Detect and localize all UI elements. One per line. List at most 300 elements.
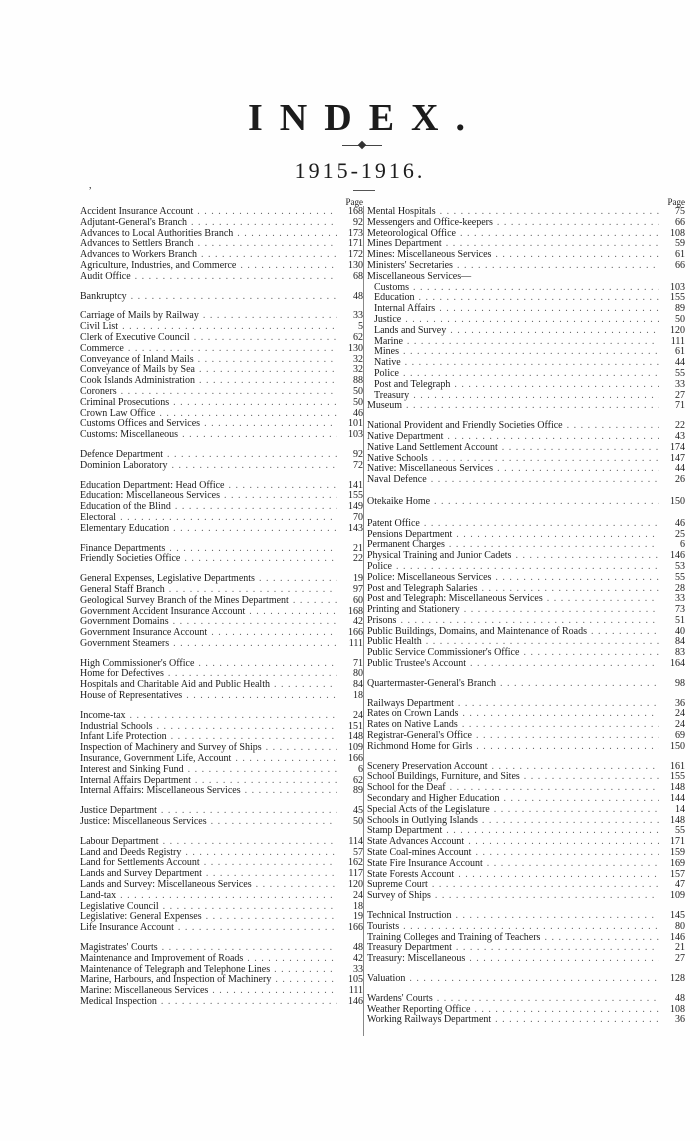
entry-title: Secondary and Higher Education xyxy=(367,793,500,805)
entry-page-number: 83 xyxy=(675,647,685,659)
entry-page-number: 46 xyxy=(675,517,685,529)
dot-leader xyxy=(399,922,659,933)
dot-leader xyxy=(427,475,659,486)
dot-leader xyxy=(157,997,337,1008)
entry-page-number: 36 xyxy=(675,1014,685,1026)
entry-title: Government Insurance Account xyxy=(80,627,208,639)
index-entry xyxy=(80,218,363,229)
entry-page-number: 174 xyxy=(670,441,685,453)
entry-page-number: 25 xyxy=(675,528,685,540)
entry-page-number: 59 xyxy=(675,238,685,250)
index-entry xyxy=(367,358,685,369)
entry-page-number: 6 xyxy=(358,763,363,775)
entry-title: Meteorological Office xyxy=(367,227,456,239)
entry-title: Native Land Settlement Account xyxy=(367,441,498,453)
entry-title: Native Department xyxy=(367,430,444,442)
dot-leader xyxy=(178,430,337,441)
entry-title: Marine, Harbours, and Inspection of Machinery xyxy=(80,974,272,986)
dot-leader xyxy=(271,975,337,986)
dot-leader xyxy=(472,731,659,742)
index-entry xyxy=(367,443,685,454)
index-entry xyxy=(367,1015,685,1026)
entry-page-number: 146 xyxy=(670,550,685,562)
dot-leader xyxy=(194,239,337,250)
dot-leader xyxy=(255,574,337,585)
entry-title: Police: Miscellaneous Services xyxy=(367,571,492,583)
entry-page-number: 22 xyxy=(675,420,685,432)
index-entry xyxy=(367,326,685,337)
index-title: INDEX. xyxy=(248,97,482,139)
dot-leader xyxy=(454,699,659,710)
entry-title: Rates on Crown Lands xyxy=(367,708,459,720)
entry-title: Police xyxy=(374,367,399,379)
entry-page-number: 150 xyxy=(670,740,685,752)
index-entry xyxy=(367,497,685,508)
entry-title: Stamp Department xyxy=(367,825,443,837)
index-entry xyxy=(367,573,685,584)
dot-leader xyxy=(460,605,659,616)
dot-leader xyxy=(399,347,659,358)
index-entry xyxy=(367,337,685,348)
entry-page-number: 169 xyxy=(670,857,685,869)
index-entry xyxy=(80,461,363,472)
entry-title: Valuation xyxy=(367,973,406,984)
index-entry xyxy=(367,994,685,1005)
entry-page-number: 60 xyxy=(353,594,363,606)
entry-title: Native: Miscellaneous Services xyxy=(367,463,494,475)
entry-title: Crown Law Office xyxy=(80,407,156,419)
entry-page-number: 33 xyxy=(675,593,685,605)
index-entry xyxy=(80,344,363,355)
entry-title: Carriage of Mails by Railway xyxy=(80,310,199,322)
dot-leader xyxy=(169,524,337,535)
entry-page-number: 46 xyxy=(353,407,363,419)
diamond-ornament-icon xyxy=(358,141,366,149)
entry-title: Mines xyxy=(374,346,399,358)
entry-page-number: 148 xyxy=(348,731,363,743)
page-header-right: Page xyxy=(667,197,685,207)
entry-page-number: 168 xyxy=(348,605,363,617)
entry-title: Justice xyxy=(374,313,402,325)
index-entry xyxy=(80,596,363,607)
dot-leader xyxy=(428,880,659,891)
dot-leader xyxy=(207,628,337,639)
index-entry xyxy=(367,218,685,229)
dot-leader xyxy=(471,848,659,859)
entry-title: Treasury Department xyxy=(367,942,452,954)
entry-page-number: 75 xyxy=(675,206,685,217)
index-entry xyxy=(80,554,363,565)
entry-title: Geological Survey Branch of the Mines Department xyxy=(80,594,289,606)
entry-page-number: 47 xyxy=(675,879,685,891)
dot-leader xyxy=(126,711,337,722)
dot-leader xyxy=(171,502,337,513)
dot-leader xyxy=(245,607,337,618)
dot-leader xyxy=(270,680,337,691)
entry-title: Ministers' Secretaries xyxy=(367,259,453,271)
entry-title: Industrial Schools xyxy=(80,720,153,732)
entry-title: Accident Insurance Account xyxy=(80,206,194,217)
entry-title: Post and Telegraph: Miscellaneous Services xyxy=(367,593,543,605)
entry-page-number: 33 xyxy=(353,310,363,322)
entry-page-number: 146 xyxy=(348,996,363,1007)
dot-leader xyxy=(498,443,659,454)
dot-leader xyxy=(262,743,337,754)
entry-page-number: 155 xyxy=(670,771,685,783)
entry-title: Cook Islands Administration xyxy=(80,375,195,387)
entry-title: Messengers and Office-keepers xyxy=(367,216,493,228)
entry-page-number: 130 xyxy=(348,259,363,271)
entry-title: Public Buildings, Domains, and Maintenance of Roads xyxy=(367,625,587,637)
entry-title: State Advances Account xyxy=(367,836,465,848)
entry-title: Government Accident Insurance Account xyxy=(80,605,246,617)
entry-title: Lands and Survey xyxy=(374,324,447,336)
entry-page-number: 120 xyxy=(348,879,363,891)
entry-page-number: 50 xyxy=(353,816,363,828)
dot-leader xyxy=(409,391,659,402)
dot-leader xyxy=(127,292,337,303)
entry-page-number: 155 xyxy=(348,490,363,502)
dot-leader xyxy=(200,858,337,869)
entry-title: Life Insurance Account xyxy=(80,922,174,934)
entry-title: Commerce xyxy=(80,342,124,354)
entry-title: Miscellaneous Services— xyxy=(367,270,472,282)
dot-leader xyxy=(450,380,659,391)
dot-leader xyxy=(402,401,659,412)
dot-leader xyxy=(433,994,659,1005)
index-entry xyxy=(367,974,685,985)
entry-title: Maintenance of Telegraph and Telephone Lines xyxy=(80,963,271,975)
entry-page-number: 50 xyxy=(353,385,363,397)
entry-title: State Coal-mines Account xyxy=(367,847,472,859)
entry-page-number: 55 xyxy=(675,367,685,379)
entry-title: Education of the Blind xyxy=(80,501,171,513)
index-entry xyxy=(367,742,685,753)
dot-leader xyxy=(464,837,659,848)
entry-title: Prisons xyxy=(367,614,397,626)
entry-title: Museum xyxy=(367,400,402,412)
entry-page-number: 18 xyxy=(353,900,363,912)
entry-title: Criminal Prosecutions xyxy=(80,396,170,408)
entry-page-number: 148 xyxy=(670,782,685,794)
dot-leader xyxy=(167,461,337,472)
entry-title: Clerk of Executive Council xyxy=(80,331,190,343)
entry-page-number: 27 xyxy=(675,953,685,965)
entry-page-number: 80 xyxy=(675,920,685,932)
entry-title: Medical Inspection xyxy=(80,996,157,1007)
dot-leader xyxy=(442,826,659,837)
entry-page-number: 55 xyxy=(675,825,685,837)
dot-leader xyxy=(163,450,337,461)
entry-title: Advances to Workers Branch xyxy=(80,249,198,261)
entry-title: Treasury xyxy=(374,389,410,401)
dot-leader xyxy=(159,837,337,848)
entry-title: Agriculture, Industries, and Commerce xyxy=(80,259,237,271)
entry-page-number: 103 xyxy=(670,281,685,293)
entry-title: Elementary Education xyxy=(80,522,170,534)
dot-leader xyxy=(124,344,337,355)
entry-title: Survey of Ships xyxy=(367,890,431,902)
entry-title: Special Acts of the Legislature xyxy=(367,803,490,815)
dot-leader xyxy=(207,817,337,828)
entry-page-number: 101 xyxy=(348,418,363,430)
entry-page-number: 24 xyxy=(353,709,363,721)
entry-title: Lands and Survey: Miscellaneous Services xyxy=(80,879,252,891)
entry-title: General Expenses, Legislative Departments xyxy=(80,573,255,585)
dot-leader xyxy=(200,419,337,430)
index-entry xyxy=(367,391,685,402)
entry-page-number: 27 xyxy=(675,389,685,401)
entry-title: Justice: Miscellaneous Services xyxy=(80,816,207,828)
entry-page-number: 6 xyxy=(680,539,685,551)
index-entry xyxy=(367,922,685,933)
entry-title: Training Colleges and Training of Teachers xyxy=(367,931,541,943)
entry-title: Friendly Societies Office xyxy=(80,553,181,565)
entry-title: Wardens' Courts xyxy=(367,992,433,1004)
entry-title: Magistrates' Courts xyxy=(80,942,158,954)
entry-page-number: 162 xyxy=(348,857,363,869)
entry-page-number: 147 xyxy=(670,452,685,464)
dot-leader xyxy=(456,229,659,240)
entry-title: Mental Hospitals xyxy=(367,206,436,217)
entry-page-number: 40 xyxy=(675,625,685,637)
entry-title: Internal Affairs Department xyxy=(80,774,191,786)
dot-leader xyxy=(519,648,659,659)
entry-title: Bankruptcy xyxy=(80,290,127,302)
dot-leader xyxy=(478,816,659,827)
entry-title: Infant Life Protection xyxy=(80,731,167,743)
short-rule xyxy=(353,190,375,191)
entry-page-number: 143 xyxy=(348,522,363,534)
index-entry xyxy=(80,524,363,535)
entry-page-number: 130 xyxy=(348,342,363,354)
index-entry xyxy=(367,475,685,486)
dot-leader xyxy=(220,491,337,502)
entry-title: Post and Telegraph xyxy=(374,378,451,390)
entry-title: Working Railways Department xyxy=(367,1014,492,1026)
entry-title: Dominion Laboratory xyxy=(80,459,168,471)
entry-page-number: 171 xyxy=(670,836,685,848)
index-column-right xyxy=(367,197,685,1026)
entry-page-number: 19 xyxy=(353,573,363,585)
entry-page-number: 114 xyxy=(348,835,363,847)
dot-leader xyxy=(587,627,659,638)
entry-title: Internal Affairs: Miscellaneous Services xyxy=(80,785,241,797)
entry-title: Supreme Court xyxy=(367,879,428,891)
dot-leader xyxy=(252,880,337,891)
dot-leader xyxy=(491,1015,659,1026)
year-range: 1915-1916. xyxy=(294,158,426,183)
entry-page-number: 109 xyxy=(348,742,363,754)
entry-title: Land-tax xyxy=(80,889,117,901)
entry-title: Advances to Local Authorities Branch xyxy=(80,227,234,239)
entry-title: Pensions Department xyxy=(367,528,453,540)
entry-page-number: 84 xyxy=(353,679,363,691)
dot-leader xyxy=(496,679,659,690)
column-divider xyxy=(363,206,364,1036)
dot-leader xyxy=(289,596,337,607)
entry-page-number: 55 xyxy=(675,571,685,583)
dot-leader xyxy=(194,659,337,670)
entry-page-number: 89 xyxy=(353,785,363,797)
entry-page-number: 103 xyxy=(348,429,363,441)
entry-title: Marine: Miscellaneous Services xyxy=(80,985,209,997)
index-entry xyxy=(367,272,685,283)
dot-leader xyxy=(493,464,659,475)
index-entry xyxy=(80,817,363,828)
entry-page-number: 48 xyxy=(353,290,363,302)
entry-page-number: 26 xyxy=(675,474,685,486)
dot-leader xyxy=(490,805,659,816)
entry-page-number: 19 xyxy=(353,911,363,923)
left-entries xyxy=(80,207,363,1008)
entry-title: School Buildings, Furniture, and Sites xyxy=(367,771,520,783)
dot-leader xyxy=(236,261,337,272)
dot-leader xyxy=(169,398,337,409)
entry-title: Weather Reporting Office xyxy=(367,1003,471,1015)
index-column-left xyxy=(80,197,363,1008)
entry-gap xyxy=(367,965,685,974)
entry-page-number: 66 xyxy=(675,216,685,228)
entry-page-number: 53 xyxy=(675,560,685,572)
entry-title: Public Trustee's Account xyxy=(367,658,467,670)
dot-leader xyxy=(563,421,659,432)
entry-page-number: 44 xyxy=(675,357,685,369)
entry-page-number: 5 xyxy=(358,321,363,333)
entry-page-number: 84 xyxy=(675,636,685,648)
entry-page-number: 50 xyxy=(675,313,685,325)
dot-leader xyxy=(430,497,659,508)
entry-page-number: 36 xyxy=(675,697,685,709)
entry-page-number: 42 xyxy=(353,616,363,628)
index-entry xyxy=(367,679,685,690)
entry-title: Adjutant-General's Branch xyxy=(80,216,188,228)
index-entry xyxy=(80,880,363,891)
entry-page-number: 157 xyxy=(670,868,685,880)
entry-title: Railways Department xyxy=(367,697,454,709)
entry-page-number: 144 xyxy=(670,793,685,805)
dot-leader xyxy=(454,870,659,881)
dot-leader xyxy=(169,639,337,650)
entry-page-number: 148 xyxy=(670,814,685,826)
entry-page-number: 66 xyxy=(675,259,685,271)
entry-page-number: 45 xyxy=(353,805,363,817)
entry-page-number: 22 xyxy=(353,553,363,565)
entry-page-number: 43 xyxy=(675,430,685,442)
entry-title: Civil List xyxy=(80,321,119,333)
entry-page-number: 145 xyxy=(670,910,685,922)
index-entry xyxy=(367,551,685,562)
entry-title: Post and Telegraph Salaries xyxy=(367,582,478,594)
entry-title: Government Domains xyxy=(80,616,169,628)
dot-leader xyxy=(499,794,659,805)
entry-title: Electoral xyxy=(80,511,117,523)
entry-page-number: 50 xyxy=(353,396,363,408)
index-entry xyxy=(367,891,685,902)
entry-page-number: 111 xyxy=(348,637,363,649)
entry-title: Education Department: Head Office xyxy=(80,479,225,491)
entry-page-number: 48 xyxy=(675,992,685,1004)
entry-page-number: 33 xyxy=(353,963,363,975)
index-entry xyxy=(80,997,363,1008)
entry-title: Income-tax xyxy=(80,709,126,721)
entry-title: Customs: Miscellaneous xyxy=(80,429,179,441)
dot-leader xyxy=(180,554,337,565)
entry-page-number: 21 xyxy=(353,542,363,554)
entry-page-number: 73 xyxy=(675,604,685,616)
index-entry xyxy=(80,292,363,303)
entry-title: Land for Settlements Account xyxy=(80,857,200,869)
entry-page-number: 80 xyxy=(353,668,363,680)
dot-leader xyxy=(153,722,338,733)
entry-page-number: 146 xyxy=(670,931,685,943)
entry-title: Police xyxy=(367,560,392,572)
dot-leader xyxy=(187,218,337,229)
entry-title: Physical Training and Junior Cadets xyxy=(367,550,512,562)
index-entry xyxy=(367,605,685,616)
entry-page-number: 109 xyxy=(670,890,685,902)
entry-title: Conveyance of Mails by Sea xyxy=(80,364,195,376)
entry-title: Internal Affairs xyxy=(374,303,436,315)
dot-leader xyxy=(181,848,337,859)
index-entry xyxy=(80,954,363,965)
entry-page-number: 48 xyxy=(353,942,363,954)
index-entry xyxy=(80,430,363,441)
entry-title: Legislative Council xyxy=(80,900,159,912)
index-entry xyxy=(367,659,685,670)
index-entry xyxy=(80,639,363,650)
entry-title: Audit Office xyxy=(80,270,131,282)
dot-leader xyxy=(131,272,337,283)
dot-leader xyxy=(194,355,337,366)
entry-page-number: 14 xyxy=(675,803,685,815)
entry-title: Richmond Home for Girls xyxy=(367,740,473,752)
entry-title: Maintenance and Improvement of Roads xyxy=(80,952,244,964)
entry-title: Justice Department xyxy=(80,805,157,817)
entry-page-number: 111 xyxy=(670,335,685,347)
dot-leader xyxy=(453,261,659,272)
entry-page-number: 21 xyxy=(675,942,685,954)
index-entry xyxy=(367,401,685,412)
entry-title: Printing and Stationery xyxy=(367,604,460,616)
index-entry xyxy=(80,311,363,322)
entry-title: Native Schools xyxy=(367,452,428,464)
dot-leader xyxy=(233,229,337,240)
index-entry xyxy=(80,376,363,387)
entry-title: Quartermaster-General's Branch xyxy=(367,677,497,689)
entry-page-number: 149 xyxy=(348,501,363,513)
entry-page-number: 33 xyxy=(675,378,685,390)
index-entry xyxy=(80,502,363,513)
entry-title: Coroners xyxy=(80,385,117,397)
dot-leader xyxy=(199,311,337,322)
entry-page-number: 51 xyxy=(675,614,685,626)
index-entry xyxy=(80,398,363,409)
entry-page-number: 117 xyxy=(348,868,363,880)
entry-title: Marine xyxy=(374,335,403,347)
entry-page-number: 44 xyxy=(675,463,685,475)
dot-leader xyxy=(224,481,337,492)
index-entry xyxy=(367,859,685,870)
entry-title: House of Representatives xyxy=(80,690,183,702)
index-entry xyxy=(367,347,685,358)
index-entry xyxy=(367,911,685,922)
entry-page-number: 61 xyxy=(675,346,685,358)
entry-page-number: 151 xyxy=(348,720,363,732)
index-entry xyxy=(80,786,363,797)
entry-title: Tourists xyxy=(367,920,400,932)
dot-leader xyxy=(472,742,659,753)
